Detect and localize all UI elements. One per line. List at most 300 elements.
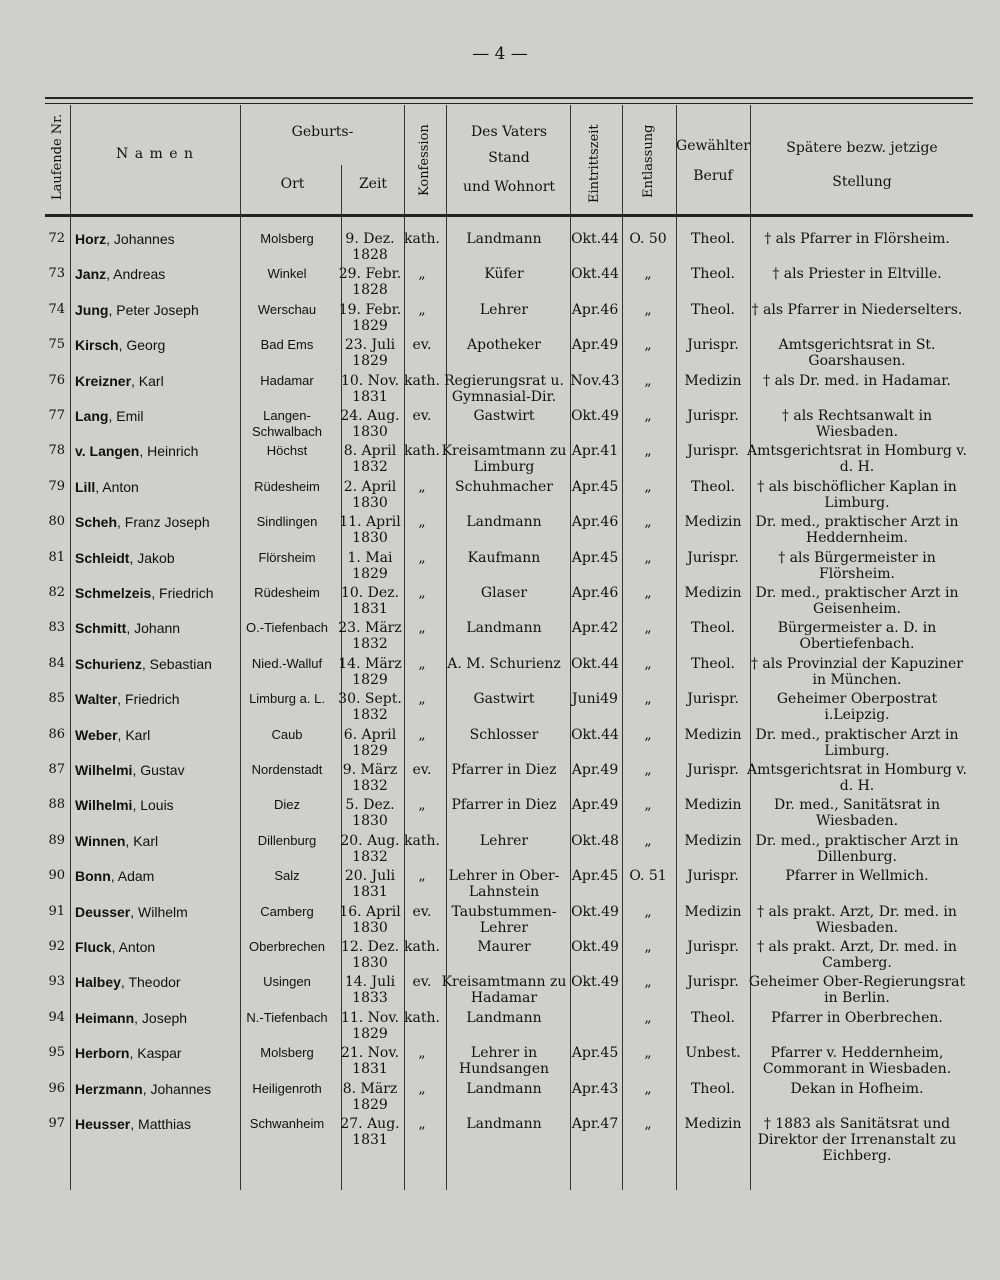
birth-place: Schwanheim — [249, 1116, 325, 1131]
surname: Horz — [75, 231, 107, 247]
confession: „ — [418, 585, 426, 601]
surname: Schleidt — [75, 549, 130, 566]
surname: Heusser — [75, 1116, 131, 1132]
birth-date: 8. April 1832 — [343, 443, 397, 476]
surname: Herzmann — [75, 1080, 143, 1097]
birth-date: 30. Sept. 1832 — [338, 691, 402, 724]
chosen-profession: Jurispr. — [687, 939, 739, 955]
header-rule — [45, 214, 973, 217]
row-number: 84 — [48, 655, 65, 671]
discharge-date: „ — [644, 514, 652, 531]
header-ort: Ort — [280, 176, 305, 192]
table-row — [0, 833, 1000, 869]
discharge-date: „ — [644, 1009, 652, 1026]
birth-place: Dillenburg — [257, 832, 317, 848]
given-name: , Karl — [117, 726, 151, 743]
discharge-date: „ — [644, 337, 652, 354]
birth-date: 11. April 1830 — [339, 514, 401, 547]
given-name: , Franz Joseph — [117, 514, 210, 531]
table-row — [0, 974, 1000, 1010]
surname: Schmelzeis — [75, 585, 152, 601]
chosen-profession: Jurispr. — [687, 762, 739, 778]
father-occupation: Schlosser — [469, 726, 539, 743]
confession: „ — [418, 549, 426, 566]
student-name — [75, 868, 243, 884]
table-row — [0, 727, 1000, 763]
confession: „ — [418, 655, 426, 672]
chosen-profession: Theol. — [691, 266, 735, 283]
chosen-profession: Jurispr. — [687, 549, 739, 566]
entry-date: Apr.45 — [571, 1045, 619, 1062]
given-name: , Wilhelm — [130, 903, 188, 920]
birth-place: Bad Ems — [260, 337, 314, 353]
birth-place: Diez — [273, 797, 300, 813]
chosen-profession: Jurispr. — [687, 408, 739, 424]
confession: „ — [418, 301, 426, 318]
discharge-date: „ — [644, 372, 652, 389]
table-row — [0, 1045, 1000, 1081]
later-position: † als prakt. Arzt, Dr. med. in Camberg. — [757, 939, 957, 971]
birth-date: 8. März 1829 — [342, 1080, 398, 1113]
birth-place: N.-Tiefenbach — [246, 1009, 328, 1025]
chosen-profession: Theol. — [691, 231, 735, 247]
confession: „ — [418, 478, 426, 495]
page-number: — 4 — — [472, 44, 528, 64]
father-occupation: Kaufmann — [467, 549, 541, 566]
confession: ev. — [412, 974, 432, 991]
student-name — [75, 302, 243, 318]
table-row — [0, 1081, 1000, 1117]
discharge-date: O. 51 — [629, 868, 667, 885]
birth-date: 6. April 1829 — [343, 726, 397, 759]
row-number: 94 — [48, 1009, 65, 1025]
birth-place: Camberg — [260, 903, 314, 919]
entry-date: Okt.44 — [571, 266, 619, 283]
surname: Heimann — [75, 1009, 135, 1026]
given-name: , Adam — [110, 868, 155, 885]
surname: Kirsch — [75, 337, 119, 354]
later-position: † als Dr. med. in Hadamar. — [763, 372, 951, 389]
chosen-profession: Medizin — [684, 903, 742, 920]
entry-date: Nov.43 — [570, 372, 620, 389]
table-row — [0, 939, 1000, 975]
birth-date: 19. Febr. 1829 — [338, 301, 402, 334]
later-position: Pfarrer in Wellmich. — [785, 868, 929, 885]
student-name — [75, 656, 243, 672]
discharge-date: „ — [644, 1080, 652, 1097]
row-number: 95 — [48, 1045, 65, 1061]
birth-date: 11. Nov. 1829 — [340, 1009, 400, 1042]
surname: Wilhelmi — [75, 797, 133, 814]
student-name — [75, 939, 243, 955]
discharge-date: „ — [644, 1116, 652, 1132]
row-number: 93 — [48, 974, 65, 990]
entry-date: Apr.41 — [571, 443, 619, 460]
father-occupation: Schuhmacher — [455, 478, 553, 495]
header-konfession: Konfession — [417, 124, 432, 196]
row-number: 87 — [48, 762, 65, 777]
father-occupation: Regierungsrat u. Gymnasial-Dir. — [443, 372, 564, 405]
chosen-profession: Jurispr. — [687, 868, 739, 885]
surname: Walter — [75, 691, 118, 708]
later-position: † als prakt. Arzt, Dr. med. in Wiesbaden. — [757, 903, 957, 936]
student-name — [75, 373, 243, 389]
entry-date: Apr.46 — [571, 514, 619, 531]
discharge-date: O. 50 — [629, 231, 667, 247]
confession: „ — [418, 868, 426, 885]
later-position: Dr. med., praktischer Arzt in Dillenburg. — [755, 832, 959, 865]
later-position: † als Pfarrer in Flörsheim. — [764, 231, 950, 247]
given-name: , Johann — [126, 620, 181, 637]
birth-date: 21. Nov. 1831 — [340, 1045, 400, 1078]
surname: Janz — [75, 266, 107, 283]
entry-date: Apr.45 — [571, 549, 619, 566]
discharge-date: „ — [644, 549, 652, 566]
later-position: Dr. med., praktischer Arzt in Limburg. — [755, 726, 959, 759]
birth-date: 20. Juli 1831 — [344, 868, 396, 901]
student-name — [75, 408, 243, 424]
entry-date: Okt.49 — [571, 974, 619, 991]
table-row — [0, 868, 1000, 904]
chosen-profession: Medizin — [684, 1116, 742, 1132]
chosen-profession: Jurispr. — [687, 974, 739, 991]
chosen-profession: Medizin — [684, 372, 742, 389]
father-occupation: A. M. Schurienz — [447, 655, 561, 672]
entry-date: Apr.45 — [571, 478, 619, 495]
birth-date: 29. Febr. 1828 — [338, 266, 402, 299]
birth-place: Langen-Schwalbach — [251, 408, 323, 439]
table-row — [0, 691, 1000, 727]
entry-date: Okt.44 — [571, 655, 619, 672]
header-geburts: Geburts- — [291, 124, 354, 140]
table-row — [0, 762, 1000, 798]
confession: ev. — [412, 337, 432, 354]
later-position: Pfarrer v. Heddernheim, Commorant in Wiesbaden. — [762, 1045, 952, 1078]
birth-place: Salz — [274, 868, 300, 884]
confession: „ — [418, 620, 426, 637]
surname: Schurienz — [75, 655, 142, 672]
row-number: 91 — [48, 903, 65, 919]
surname: Herborn — [75, 1045, 130, 1062]
confession: „ — [418, 1045, 426, 1062]
birth-date: 9. März 1832 — [342, 762, 398, 794]
birth-place: Nordenstadt — [251, 762, 323, 777]
table-row — [0, 337, 1000, 373]
student-name — [75, 762, 243, 778]
birth-date: 23. März 1832 — [338, 620, 402, 653]
row-number: 90 — [48, 868, 65, 884]
discharge-date: „ — [644, 691, 652, 708]
given-name: , Friedrich — [117, 691, 180, 708]
header-zeit: Zeit — [358, 176, 388, 192]
chosen-profession: Theol. — [691, 1009, 735, 1026]
student-name — [75, 620, 243, 636]
father-occupation: Kreisamtmann zu Hadamar — [441, 974, 567, 1007]
confession: kath. — [404, 372, 440, 389]
header-vaters-line2: Stand — [488, 150, 530, 166]
entry-date: Apr.42 — [571, 620, 619, 637]
given-name: , Anton — [95, 478, 139, 495]
surname: Winnen — [75, 832, 126, 849]
header-eintrittszeit: Eintrittszeit — [587, 124, 602, 203]
father-occupation: Gastwirt — [473, 691, 535, 708]
later-position: Pfarrer in Oberbrechen. — [771, 1009, 943, 1026]
chosen-profession: Medizin — [684, 726, 742, 743]
entry-date: Apr.45 — [571, 868, 619, 885]
birth-place: Molsberg — [260, 231, 314, 246]
birth-date: 24. Aug. 1830 — [340, 408, 400, 440]
row-number: 85 — [48, 691, 65, 707]
birth-place: Rüdesheim — [254, 585, 320, 600]
table-row — [0, 302, 1000, 338]
entry-date: Okt.44 — [571, 231, 619, 247]
table-row — [0, 514, 1000, 550]
chosen-profession: Theol. — [691, 1080, 735, 1097]
discharge-date: „ — [644, 939, 652, 955]
student-name — [75, 479, 243, 495]
birth-date: 14. März 1829 — [338, 655, 402, 688]
birth-place: Molsberg — [260, 1045, 314, 1061]
birth-place: Werschau — [257, 301, 317, 317]
discharge-date: „ — [644, 762, 652, 778]
birth-place: Oberbrechen — [249, 939, 325, 954]
entry-date: Okt.48 — [571, 832, 619, 849]
row-number: 74 — [48, 301, 65, 317]
header-vaters-line1: Des Vaters — [470, 124, 548, 140]
entry-date: Apr.49 — [571, 337, 619, 354]
given-name: , Heinrich — [139, 443, 199, 460]
later-position: Geheimer Ober-Regierungsrat in Berlin. — [748, 974, 966, 1007]
surname: Kreizner — [75, 372, 132, 389]
confession: „ — [418, 514, 426, 531]
table-row — [0, 550, 1000, 586]
father-occupation: Lehrer in Hundsangen — [458, 1045, 549, 1078]
later-position: † als bischöflicher Kaplan in Limburg. — [757, 478, 957, 511]
entry-date: Okt.44 — [571, 726, 619, 743]
entry-date: Okt.49 — [571, 903, 619, 920]
chosen-profession: Jurispr. — [687, 337, 739, 354]
given-name: , Peter Joseph — [108, 301, 199, 318]
surname: Weber — [75, 726, 118, 743]
later-position: Amtsgerichtsrat in Homburg v. d. H. — [746, 443, 968, 476]
chosen-profession: Medizin — [684, 585, 742, 601]
discharge-date: „ — [644, 301, 652, 318]
chosen-profession: Medizin — [684, 514, 742, 531]
father-occupation: Pfarrer in Diez — [451, 762, 557, 778]
birth-date: 2. April 1830 — [343, 478, 397, 511]
discharge-date: „ — [644, 443, 652, 460]
father-occupation: Pfarrer in Diez — [451, 797, 557, 814]
table-row — [0, 620, 1000, 656]
header-beruf-line2: Beruf — [693, 168, 733, 184]
birth-date: 5. Dez. 1830 — [345, 797, 395, 830]
table-row — [0, 1010, 1000, 1046]
student-name — [75, 727, 243, 743]
birth-date: 1. Mai 1829 — [347, 549, 393, 582]
row-number: 83 — [48, 620, 65, 636]
birth-date: 10. Nov. 1831 — [340, 372, 400, 405]
given-name: , Karl — [131, 372, 164, 389]
birth-place: Sindlingen — [256, 514, 318, 530]
student-name — [75, 550, 243, 566]
student-name — [75, 514, 243, 530]
given-name: , Johannes — [106, 231, 175, 247]
header-entlassung: Entlassung — [641, 124, 656, 198]
chosen-profession: Medizin — [684, 832, 742, 849]
father-occupation: Maurer — [477, 939, 531, 955]
row-number: 82 — [48, 585, 65, 600]
birth-date: 9. Dez. 1828 — [345, 231, 395, 263]
birth-place: Nied.-Walluf — [251, 655, 323, 671]
row-number: 75 — [48, 337, 65, 353]
birth-place: Caub — [271, 726, 303, 742]
later-position: † als Bürgermeister in Flörsheim. — [778, 549, 936, 582]
later-position: Amtsgerichtsrat in St. Goarshausen. — [778, 337, 936, 370]
table-row — [0, 373, 1000, 409]
discharge-date: „ — [644, 974, 652, 991]
entry-date: Apr.47 — [571, 1116, 619, 1132]
student-name — [75, 974, 243, 990]
given-name: , Gustav — [132, 762, 185, 778]
given-name: , Joseph — [134, 1009, 188, 1026]
birth-date: 20. Aug. 1832 — [340, 832, 400, 865]
chosen-profession: Theol. — [691, 478, 735, 495]
confession: kath. — [404, 939, 440, 955]
entry-date: Apr.49 — [571, 762, 619, 778]
student-name — [75, 797, 243, 813]
confession: „ — [418, 266, 426, 283]
table-row — [0, 266, 1000, 302]
discharge-date: „ — [644, 620, 652, 637]
confession: „ — [418, 726, 426, 743]
later-position: Dr. med., praktischer Arzt in Heddernheim. — [755, 514, 959, 547]
surname: Jung — [75, 301, 109, 318]
table-row — [0, 443, 1000, 479]
header-stellung-line1: Spätere bezw. jetzige — [786, 140, 938, 156]
surname: Schmitt — [75, 620, 127, 637]
surname: Fluck — [75, 939, 112, 955]
given-name: , Anton — [111, 939, 156, 955]
surname: v. Langen — [75, 443, 140, 460]
discharge-date: „ — [644, 832, 652, 849]
discharge-date: „ — [644, 903, 652, 920]
chosen-profession: Jurispr. — [687, 691, 739, 708]
chosen-profession: Jurispr. — [687, 443, 739, 460]
chosen-profession: Medizin — [684, 797, 742, 814]
header-vaters-line3: und Wohnort — [462, 179, 556, 195]
father-occupation: Landmann — [466, 1080, 542, 1097]
row-number: 77 — [48, 408, 65, 423]
later-position: Geheimer Oberpostrat i.Leipzig. — [776, 691, 938, 724]
father-occupation: Kreisamtmann zu Limburg — [441, 443, 567, 476]
confession: kath. — [404, 1009, 440, 1026]
table-row — [0, 797, 1000, 833]
birth-place: Rüdesheim — [254, 478, 320, 494]
student-name — [75, 443, 243, 459]
row-number: 92 — [48, 939, 65, 954]
table-row — [0, 231, 1000, 267]
table-row — [0, 1116, 1000, 1164]
discharge-date: „ — [644, 266, 652, 283]
header-namen: N a m e n — [116, 146, 194, 162]
later-position: Amtsgerichtsrat in Homburg v. d. H. — [746, 762, 968, 794]
row-number: 97 — [48, 1116, 65, 1131]
row-number: 86 — [48, 726, 65, 742]
birth-place: Höchst — [266, 443, 308, 459]
father-occupation: Gastwirt — [473, 408, 535, 424]
table-row — [0, 585, 1000, 621]
student-name — [75, 691, 243, 707]
student-name — [75, 833, 243, 849]
row-number: 79 — [48, 478, 65, 494]
student-name — [75, 1081, 243, 1097]
surname: Wilhelmi — [75, 762, 133, 778]
confession: kath. — [404, 832, 440, 849]
father-occupation: Apotheker — [467, 337, 541, 354]
confession: „ — [418, 1116, 426, 1132]
chosen-profession: Unbest. — [685, 1045, 741, 1062]
row-number: 89 — [48, 832, 65, 848]
surname: Bonn — [75, 868, 111, 885]
confession: kath. — [404, 443, 440, 460]
birth-place: Usingen — [263, 974, 311, 990]
given-name: , Kaspar — [129, 1045, 182, 1062]
table-row — [0, 479, 1000, 515]
chosen-profession: Theol. — [691, 620, 735, 637]
discharge-date: „ — [644, 655, 652, 672]
given-name: , Andreas — [106, 266, 166, 283]
birth-date: 23. Juli 1829 — [344, 337, 396, 370]
entry-date: Okt.49 — [571, 408, 619, 424]
student-name — [75, 585, 243, 601]
father-occupation: Glaser — [480, 585, 528, 601]
student-name — [75, 1116, 243, 1132]
chosen-profession: Theol. — [691, 655, 735, 672]
discharge-date: „ — [644, 797, 652, 814]
row-number: 96 — [48, 1080, 65, 1096]
discharge-date: „ — [644, 478, 652, 495]
given-name: , Theodor — [120, 974, 181, 991]
later-position: † als Provinzial der Kapuziner in München. — [750, 655, 963, 688]
confession: ev. — [412, 903, 432, 920]
student-name — [75, 231, 243, 247]
table-row — [0, 656, 1000, 692]
birth-date: 14. Juli 1833 — [344, 974, 396, 1007]
confession: kath. — [404, 231, 440, 247]
birth-place: Heiligenroth — [252, 1080, 322, 1096]
discharge-date: „ — [644, 1045, 652, 1062]
given-name: , Friedrich — [151, 585, 214, 601]
given-name: , Sebastian — [141, 655, 212, 672]
entry-date: Apr.46 — [571, 301, 619, 318]
entry-date: Apr.49 — [571, 797, 619, 814]
top-rule — [45, 97, 973, 99]
later-position: Dekan in Hofheim. — [790, 1080, 924, 1097]
birth-date: 10. Dez. 1831 — [340, 585, 400, 617]
father-occupation: Landmann — [466, 620, 542, 637]
father-occupation: Landmann — [466, 1009, 542, 1026]
birth-place: Limburg a. L. — [249, 691, 325, 707]
birth-place: Winkel — [267, 266, 307, 282]
later-position: † als Priester in Eltville. — [772, 266, 942, 283]
entry-date: Juni49 — [572, 691, 618, 708]
father-occupation: Küfer — [484, 266, 524, 283]
row-number: 76 — [48, 372, 65, 388]
given-name: , Matthias — [130, 1116, 191, 1132]
row-number: 80 — [48, 514, 65, 530]
confession: „ — [418, 691, 426, 708]
row-number: 88 — [48, 797, 65, 813]
